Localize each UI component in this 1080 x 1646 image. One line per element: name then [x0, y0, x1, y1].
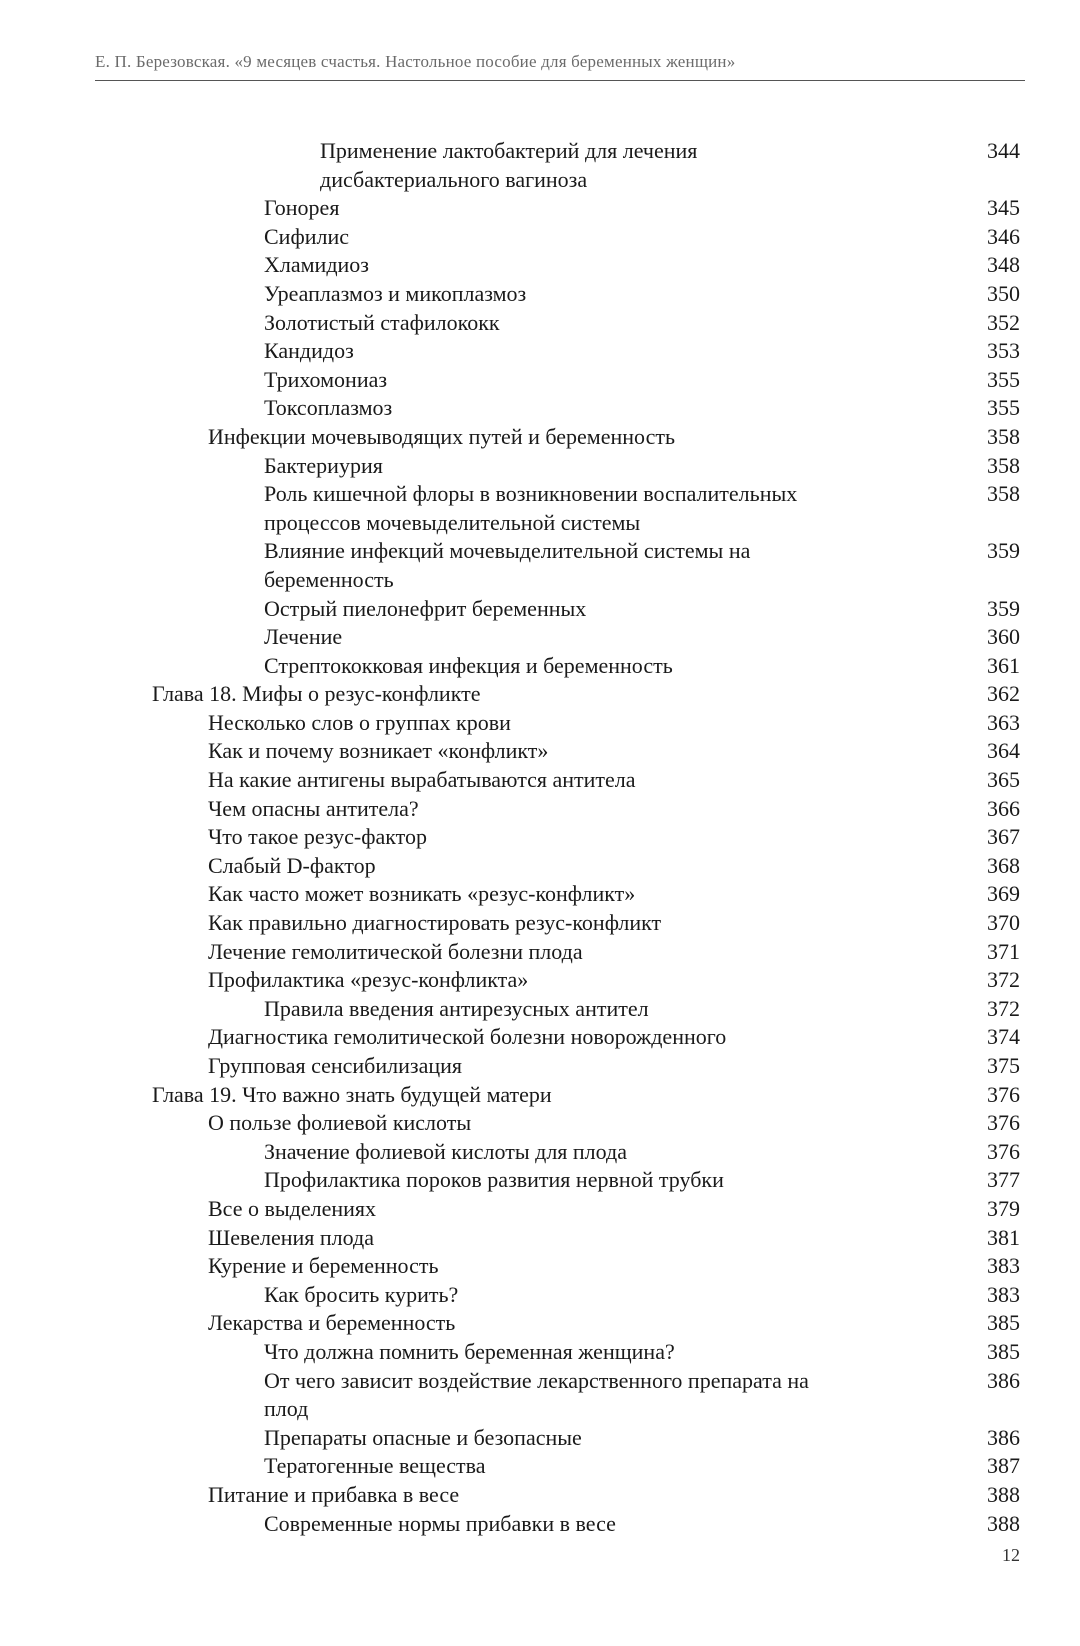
- toc-entry-page: 367: [987, 824, 1020, 850]
- toc-entry-page: 355: [987, 366, 1020, 392]
- toc-entry-title: От чего зависит воздействие лекарственного препарата на плод: [264, 1367, 809, 1422]
- toc-entry: [0, 680, 1080, 709]
- toc-entry-page: 345: [987, 195, 1020, 221]
- toc-entry: [0, 1023, 1080, 1052]
- toc-entry: [0, 652, 1080, 681]
- toc-entry-page: 371: [987, 938, 1020, 964]
- toc-entry-page: 352: [987, 309, 1020, 335]
- toc-entry-page: 359: [987, 538, 1020, 564]
- toc-entry-page: 360: [987, 624, 1020, 650]
- toc-entry-title: Как правильно диагностировать резус-конфликт: [208, 910, 662, 936]
- toc-entry: [0, 1510, 1080, 1539]
- header-divider: [95, 80, 1025, 81]
- toc-entry-title: Гонорея: [264, 195, 340, 221]
- toc-entry-page: 358: [987, 452, 1020, 478]
- toc-entry-title: На какие антигены вырабатываются антитела: [208, 767, 636, 793]
- toc-entry: [0, 1166, 1080, 1195]
- toc-entry-page: 388: [987, 1481, 1020, 1507]
- toc-entry: [0, 1424, 1080, 1453]
- toc-entry: [0, 880, 1080, 909]
- toc-entry-title: Хламидиоз: [264, 252, 369, 278]
- toc-entry-page: 372: [987, 995, 1020, 1021]
- toc-entry: [0, 480, 1080, 537]
- toc-entry-page: 364: [987, 738, 1020, 764]
- toc-entry-title: Несколько слов о группах крови: [208, 709, 511, 735]
- toc-entry: [0, 938, 1080, 967]
- toc-entry-title: Препараты опасные и безопасные: [264, 1424, 582, 1450]
- toc-entry: [0, 1281, 1080, 1310]
- toc-entry-page: 375: [987, 1053, 1020, 1078]
- toc-entry: [0, 1481, 1080, 1510]
- toc-entry: [0, 280, 1080, 309]
- toc-entry-page: 370: [987, 910, 1020, 936]
- toc-entry: [0, 223, 1080, 252]
- toc-entry: [0, 737, 1080, 766]
- toc-entry: [0, 766, 1080, 795]
- toc-entry-page: 386: [987, 1424, 1020, 1450]
- toc-entry-page: 369: [987, 881, 1020, 907]
- toc-entry: [0, 595, 1080, 624]
- toc-entry-page: 361: [987, 652, 1020, 678]
- toc-entry-title: Диагностика гемолитической болезни новорожденного: [208, 1024, 727, 1050]
- toc-entry-page: 358: [987, 481, 1020, 507]
- toc-entry-page: 368: [987, 852, 1020, 878]
- toc-entry-title: Лечение гемолитической болезни плода: [208, 938, 583, 964]
- toc-entry: [0, 1138, 1080, 1167]
- toc-entry-title: Что такое резус-фактор: [208, 824, 427, 850]
- toc-entry-title: Чем опасны антитела?: [208, 795, 419, 821]
- toc-entry-page: 385: [987, 1338, 1020, 1364]
- toc-entry-title: Правила введения антирезусных антител: [264, 995, 649, 1021]
- toc-entry-title: Глава 19. Что важно знать будущей матери: [152, 1081, 552, 1107]
- toc-entry: [0, 309, 1080, 338]
- toc-entry-title: Лечение: [264, 624, 343, 650]
- toc-entry-title: Значение фолиевой кислоты для плода: [264, 1138, 627, 1164]
- toc-entry-page: 387: [987, 1453, 1020, 1479]
- toc-entry: [0, 995, 1080, 1024]
- toc-entry: [0, 337, 1080, 366]
- toc-entry: [0, 251, 1080, 280]
- toc-entry: [0, 1195, 1080, 1224]
- toc-entry-page: 385: [987, 1310, 1020, 1336]
- toc-entry-title: Трихомониаз: [264, 366, 388, 392]
- toc-entry-title: Роль кишечной флоры в возникновении воспалительных процессов мочевыделительной системы: [264, 481, 798, 535]
- toc-entry-title: Все о выделениях: [208, 1195, 377, 1221]
- toc-entry-title: Бактериурия: [264, 452, 383, 478]
- toc-entry-page: 372: [987, 967, 1020, 993]
- page-number: 12: [1002, 1545, 1020, 1565]
- toc-entry-page: 381: [987, 1224, 1020, 1250]
- toc-entry-page: 383: [987, 1253, 1020, 1279]
- toc-entry: [0, 194, 1080, 223]
- toc-entry-title: Групповая сенсибилизация: [208, 1053, 463, 1078]
- running-header: Е. П. Березовская. «9 месяцев счастья. Настольное пособие для беременных женщин»: [95, 52, 736, 71]
- toc-entry-title: Тератогенные вещества: [264, 1453, 486, 1479]
- toc-entry-title: Слабый D-фактор: [208, 852, 376, 878]
- toc-entry: [0, 394, 1080, 423]
- toc-entry-page: 379: [987, 1195, 1020, 1221]
- toc-entry-title: Профилактика «резус-конфликта»: [208, 967, 529, 993]
- toc-entry: [0, 823, 1080, 852]
- toc-entry-title: Применение лактобактерий для лечения дисбактериального вагиноза: [320, 138, 698, 192]
- toc-entry-title: Как бросить курить?: [264, 1281, 459, 1307]
- toc-entry: [0, 709, 1080, 738]
- toc-entry: [0, 1224, 1080, 1253]
- toc-entry: [0, 966, 1080, 995]
- toc-entry-page: 350: [987, 280, 1020, 306]
- toc-entry: [0, 423, 1080, 452]
- toc-entry: [0, 452, 1080, 481]
- toc-entry-title: Золотистый стафилококк: [264, 309, 500, 335]
- toc-entry-page: 386: [987, 1367, 1020, 1393]
- toc-entry-page: 363: [987, 709, 1020, 735]
- toc-entry: [0, 852, 1080, 881]
- toc-entry-page: 365: [987, 767, 1020, 793]
- toc-entry-title: Глава 18. Мифы о резус-конфликте: [152, 681, 481, 707]
- toc-entry-title: Стрептококковая инфекция и беременность: [264, 652, 673, 678]
- toc-entry-title: Современные нормы прибавки в весе: [264, 1510, 616, 1536]
- toc-entry-page: 377: [987, 1167, 1020, 1193]
- toc-entry: [0, 1338, 1080, 1367]
- toc-entry-title: Влияние инфекций мочевыделительной системы на беременность: [264, 538, 751, 592]
- toc-entry: [0, 537, 1080, 594]
- toc-entry-title: Питание и прибавка в весе: [208, 1481, 460, 1507]
- toc-entry-title: Кандидоз: [264, 338, 354, 364]
- toc-entry: [0, 1052, 1080, 1081]
- toc-entry: [0, 1452, 1080, 1481]
- toc-entry: [0, 623, 1080, 652]
- toc-entry-page: 383: [987, 1281, 1020, 1307]
- toc-entry: [0, 1252, 1080, 1281]
- toc-entry-page: 362: [987, 681, 1020, 707]
- toc-entry-page: 376: [987, 1138, 1020, 1164]
- toc-entry-title: Сифилис: [264, 223, 349, 249]
- toc-entry-title: Инфекции мочевыводящих путей и беременность: [208, 423, 675, 449]
- toc-entry-title: Токсоплазмоз: [264, 395, 393, 421]
- toc-entry-title: Шевеления плода: [208, 1224, 374, 1250]
- toc-entry-page: 344: [987, 138, 1020, 163]
- toc-entry-page: 358: [987, 423, 1020, 449]
- toc-entry-page: 348: [987, 252, 1020, 278]
- toc-entry-title: Профилактика пороков развития нервной трубки: [264, 1167, 724, 1193]
- table-of-contents: [0, 137, 1080, 1538]
- toc-entry-title: Лекарства и беременность: [208, 1310, 456, 1336]
- toc-entry: [0, 366, 1080, 395]
- toc-entry-page: 359: [987, 595, 1020, 621]
- toc-entry: [0, 1367, 1080, 1424]
- toc-entry-title: Что должна помнить беременная женщина?: [264, 1338, 675, 1364]
- toc-entry: [0, 137, 1080, 194]
- toc-entry-page: 346: [987, 223, 1020, 249]
- toc-entry-page: 388: [987, 1510, 1020, 1536]
- toc-entry: [0, 1109, 1080, 1138]
- toc-entry-title: О пользе фолиевой кислоты: [208, 1110, 472, 1136]
- toc-entry: [0, 909, 1080, 938]
- toc-entry-title: Как часто может возникать «резус-конфликт»: [208, 881, 636, 907]
- toc-entry: [0, 795, 1080, 824]
- toc-entry-page: 366: [987, 795, 1020, 821]
- toc-entry-title: Уреаплазмоз и микоплазмоз: [264, 280, 527, 306]
- toc-entry: [0, 1081, 1080, 1110]
- toc-entry-page: 376: [987, 1081, 1020, 1107]
- toc-entry-title: Как и почему возникает «конфликт»: [208, 738, 549, 764]
- toc-entry: [0, 1309, 1080, 1338]
- toc-entry-page: 355: [987, 395, 1020, 421]
- toc-entry-page: 353: [987, 338, 1020, 364]
- toc-entry-title: Курение и беременность: [208, 1253, 439, 1279]
- toc-entry-page: 374: [987, 1024, 1020, 1050]
- toc-entry-page: 376: [987, 1110, 1020, 1136]
- toc-entry-title: Острый пиелонефрит беременных: [264, 595, 587, 621]
